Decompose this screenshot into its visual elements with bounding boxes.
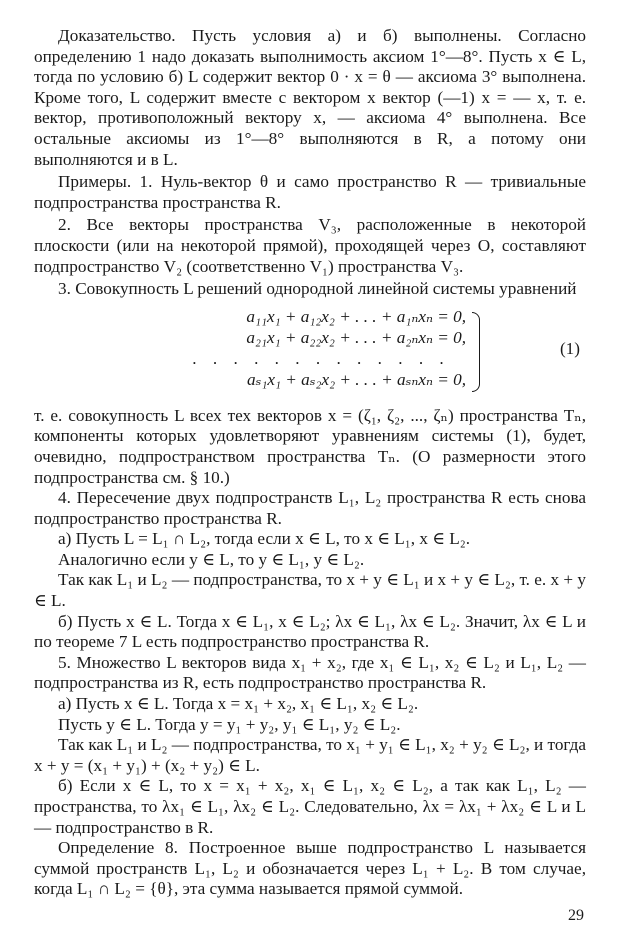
- paragraph-ex4-b: б) Пусть x ∈ L. Тогда x ∈ L₁, x ∈ L₂; λx ∈ L₁, λx ∈ L₂. Значит, λx ∈ L и по теореме 7 L есть подпространство пространства R.: [34, 611, 586, 652]
- equation-rows: [176, 306, 466, 390]
- page-number: 29: [568, 907, 584, 924]
- paragraph-ex5-a3: Так как L₁ и L₂ — подпространства, то x₁ + y₁ ∈ L₁, x₂ + y₂ ∈ L₂, и тогда x + y = (x₁ + y₁) + (x₂ + y₂) ∈ L.: [34, 735, 586, 775]
- page-text: [34, 26, 586, 900]
- paragraph-examples-5: 5. Множество L векторов вида x₁ + x₂, где x₁ ∈ L₁, x₂ ∈ L₂ и L₁, L₂ — подпространства из R, есть подпространство пространства R.: [34, 652, 586, 693]
- equation-system: [34, 306, 586, 398]
- paragraph-ex5-a1: а) Пусть x ∈ L. Тогда x = x₁ + x₂, x₁ ∈ L₁, x₂ ∈ L₂.: [58, 694, 419, 714]
- paragraph-examples-3: 3. Совокупность L решений однородной линейной системы уравнений: [58, 279, 577, 299]
- paragraph-ex4-a1: а) Пусть L = L₁ ∩ L₂, тогда если x ∈ L, то x ∈ L₁, x ∈ L₂.: [58, 529, 471, 549]
- paragraph-definition-8: Определение 8. Построенное выше подпространство L называется суммой пространств L₁, L₂ и обозначается через L₁ + L₂. В том случае, когда L₁ ∩ L₂ = {θ}, эта сумма называется прямой суммой.: [34, 838, 586, 899]
- equation-row: aₛ₁x₁ + aₛ₂x₂ + . . . + aₛₙxₙ = 0,: [246, 369, 466, 389]
- paragraph-ex5-b: б) Если x ∈ L, то x = x₁ + x₂, x₁ ∈ L₁, x₂ ∈ L₂, а так как L₁, L₂ — пространства, то λx₁ ∈ L₁, λx₂ ∈ L₂. Следовательно, λx = λx₁ + λx₂ ∈ L и L — подпространство в R.: [34, 776, 586, 837]
- equation-row: a₂₁x₁ + a₂₂x₂ + . . . + a₂ₙxₙ = 0,: [246, 327, 466, 347]
- paragraph-after-system: т. е. совокупность L всех тех векторов x = (ζ₁, ζ₂, ..., ζₙ) пространства Tₙ, компоненты которых удовлетворяют уравнениям системы (1), будет, очевидно, подпространством пространства Tₙ. (О размерности этого подпространства см. § 10.): [34, 405, 586, 487]
- equation-row: a₁₁x₁ + a₁₂x₂ + . . . + a₁ₙxₙ = 0,: [246, 306, 466, 326]
- equation-label: (1): [559, 338, 580, 358]
- equation-dots: . . . . . . . . . . . . .: [192, 348, 450, 368]
- paragraph-ex5-a2: Пусть y ∈ L. Тогда y = y₁ + y₂, y₁ ∈ L₁, y₂ ∈ L₂.: [58, 714, 401, 734]
- paragraph-ex4-a2: Аналогично если y ∈ L, то y ∈ L₁, y ∈ L₂.: [58, 549, 365, 569]
- paragraph-examples-1: Примеры. 1. Нуль-вектор θ и само пространство R — тривиальные подпространства пространства R.: [34, 172, 586, 212]
- paragraph-examples-2: 2. Все векторы пространства V₃, расположенные в некоторой плоскости (или на некоторой прямой), проходящей через O, составляют подпространство V₂ (соответственно V₁) пространства V₃.: [34, 215, 586, 276]
- paragraph-examples-4: 4. Пересечение двух подпространств L₁, L₂ пространства R есть снова подпространство пространства R.: [34, 488, 586, 528]
- paragraph-proof: Доказательство. Пусть условия а) и б) выполнены. Согласно определению 1 надо доказать выполнимость аксиом 1°—8°. Пусть x ∈ L, тогда по условию б) L содержит вектор 0 · x = θ — аксиома 3° выполнена. Кроме того, L содержит вместе с вектором x вектор (—1) x = — x, т. е. вектор, противоположный вектору x, — аксиома 4° выполнена. Все остальные аксиомы из 1°—8° выполняются в R, а потому они выполняются и в L.: [34, 26, 586, 169]
- right-brace: [472, 312, 480, 392]
- paragraph-ex4-a3: Так как L₁ и L₂ — подпространства, то x + y ∈ L₁ и x + y ∈ L₂, т. е. x + y ∈ L.: [34, 570, 586, 611]
